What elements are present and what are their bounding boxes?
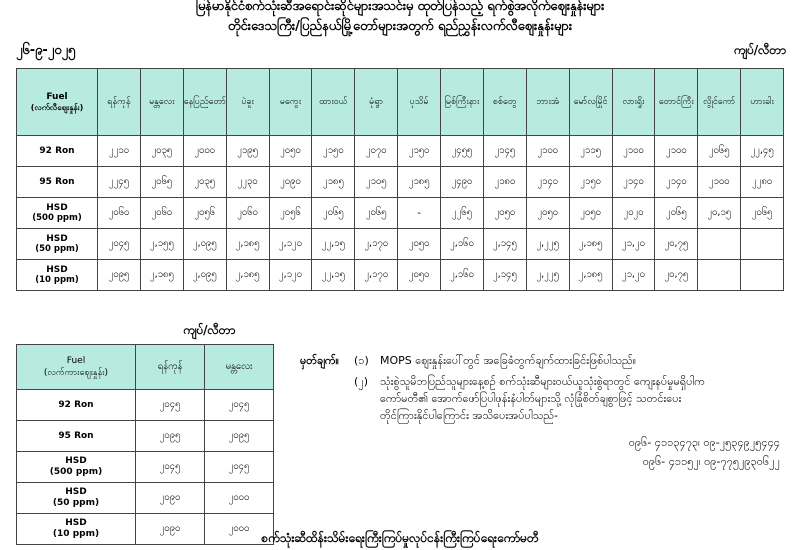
cell-4-11: ၂,၁၈၅ xyxy=(569,260,612,291)
cell-1-15: ၂၂၈၀ xyxy=(741,167,784,198)
cell-3-12: ၂၁,၂၀ xyxy=(612,229,655,260)
header-title-line1: မြန်မာနိုင်ငံစက်သုံးဆီအရောင်းဆိုင်များအသင်းမှ ထုတ်ပြန်သည့် ရက်စွဲအလိုက်စျေးနှုန်းများ xyxy=(195,0,605,14)
cell-0-11: ၂၁၁၅ xyxy=(569,136,612,167)
col-header-2: နေပြည်တော် xyxy=(183,69,226,136)
cell-3-10: ၂,၂၂၅ xyxy=(526,229,569,260)
cell-0-14: ၂၀၆၅ xyxy=(698,136,741,167)
cell-4-3: ၂,၁၈၅ xyxy=(226,260,269,291)
small-cell-3-1: ၂၀၀၀ xyxy=(205,483,274,514)
cell-1-12: ၂၁၄၀ xyxy=(612,167,655,198)
small-table-body xyxy=(17,390,274,545)
col-header-9: စစ်တွေ xyxy=(483,69,526,136)
cell-0-3: ၂၁၉၅ xyxy=(226,136,269,167)
cell-4-6: ၂,၁၇၀ xyxy=(355,260,398,291)
small-row-label-1-title: 95 Ron xyxy=(58,430,94,441)
row-label-1-title: 95 Ron xyxy=(39,176,75,187)
cell-2-7: - xyxy=(398,198,441,229)
table-row xyxy=(17,390,274,421)
col-header-1: မန္တလေး xyxy=(140,69,183,136)
cell-1-4: ၂၀၉၀ xyxy=(269,167,312,198)
table-row xyxy=(17,452,274,483)
unit-label-main: ကျပ်/လီတာ xyxy=(733,43,786,57)
cell-2-0: ၂၀၆၀ xyxy=(98,198,141,229)
note-2-line-3: တိုင်ကြားနိုင်ပါကြောင်း အသိပေးအပ်ပါသည်- xyxy=(380,409,558,423)
cell-4-7: ၂၀၅၀ xyxy=(398,260,441,291)
cell-3-15 xyxy=(741,229,784,260)
cell-0-5: ၂၁၅၀ xyxy=(312,136,355,167)
small-row-label-1 xyxy=(17,421,136,452)
row-label-3-sub: (50 ppm) xyxy=(35,244,79,255)
small-row-label-3-title: HSD xyxy=(65,487,87,498)
cell-2-2: ၂၀၅၆ xyxy=(183,198,226,229)
col-header-0: ရန်ကုန် xyxy=(98,69,141,136)
small-cell-2-1: ၂၀၄၅ xyxy=(205,452,274,483)
cell-0-10: ၂၁၀၀ xyxy=(526,136,569,167)
row-label-3 xyxy=(17,229,98,260)
row-label-2-sub: (500 ppm) xyxy=(32,213,82,224)
row-label-4-title: HSD xyxy=(46,264,68,275)
cell-1-14: ၂၁၀၀ xyxy=(698,167,741,198)
cell-2-12: ၂၀၂၀ xyxy=(612,198,655,229)
cell-3-2: ၂,၀၉၅ xyxy=(183,229,226,260)
cell-3-3: ၂,၁၈၅ xyxy=(226,229,269,260)
small-row-label-2-title: HSD xyxy=(65,456,87,467)
col-header-11: မော်လမြိုင် xyxy=(569,69,612,136)
header-title-line2: တိုင်းဒေသကြီး/ပြည်နယ်မြို့တော်များအတွက် ရည်ညွှန်းလက်လီဈေးနှုန်းများ xyxy=(227,19,573,34)
note-item-2 xyxy=(300,373,790,424)
col-header-3: ပဲခူး xyxy=(226,69,269,136)
cell-0-1: ၂၀၃၅ xyxy=(140,136,183,167)
cell-0-12: ၂၁၀၀ xyxy=(612,136,655,167)
report-date: ၂၆-၉-၂၀၂၅ xyxy=(16,43,76,58)
cell-4-12: ၂၁,၂၀ xyxy=(612,260,655,291)
small-cell-0-0: ၂၀၄၅ xyxy=(136,390,205,421)
cell-3-11: ၂,၁၈၅ xyxy=(569,229,612,260)
cell-2-4: ၂၀၅၆ xyxy=(269,198,312,229)
cell-1-1: ၂၀၆၅ xyxy=(140,167,183,198)
row-label-4-sub: (10 ppm) xyxy=(35,275,79,286)
cell-3-7: ၂၀၅၀ xyxy=(398,229,441,260)
cell-1-6: ၂၁၀၅ xyxy=(355,167,398,198)
contact-phones xyxy=(300,434,790,470)
small-row-label-0 xyxy=(17,390,136,421)
table-row xyxy=(17,260,784,291)
cell-0-0: ၂၂၁၀ xyxy=(98,136,141,167)
cell-3-8: ၂,၁၆၀ xyxy=(441,229,484,260)
cell-1-3: ၂၂၃၀ xyxy=(226,167,269,198)
cell-4-2: ၂,၀၉၅ xyxy=(183,260,226,291)
cell-2-13: ၂၀၆၅ xyxy=(655,198,698,229)
cell-4-9: ၂,၁၄၅ xyxy=(483,260,526,291)
small-fuel-header-title: Fuel xyxy=(66,355,86,366)
cell-3-0: ၂၀၄၅ xyxy=(98,229,141,260)
cell-0-7: ၂၁၅၀ xyxy=(398,136,441,167)
main-fuel-header-title: Fuel xyxy=(46,91,68,102)
phone-line-2: ၀၉၆- ၄၁၁၅၂၊ ၀၉-၇၇၅၂၉၃၀၆၂၂ xyxy=(642,455,780,469)
note-1-text xyxy=(380,352,790,369)
notes-title: မှတ်ချက်။ xyxy=(300,354,340,367)
main-table-head xyxy=(17,69,784,136)
cell-1-0: ၂၂၄၅ xyxy=(98,167,141,198)
phone-line-1: ၀၉၆- ၄၁၁၃၄၇၃၊ ၀၉-၂၅၃၄၉၂၅၄၄၄ xyxy=(628,436,780,450)
cell-3-4: ၂,၁၂၀ xyxy=(269,229,312,260)
note-2-number: (၂) xyxy=(354,375,368,389)
cell-1-2: ၂၀၃၅ xyxy=(183,167,226,198)
col-header-13: တောင်ကြီး xyxy=(655,69,698,136)
footer-committee-name: စက်သုံးဆီထိန်းသိမ်းရေးကြီးကြပ်မှုလုပ်ငန်းကြီးကြပ်ရေးကော်မတီ xyxy=(261,531,539,545)
table-row xyxy=(17,136,784,167)
cell-2-14: ၂၀,၁၅ xyxy=(698,198,741,229)
retail-price-table xyxy=(16,68,784,291)
cell-0-15: ၂၂,၄၅ xyxy=(741,136,784,167)
cell-3-5: ၂၂,၁၅ xyxy=(312,229,355,260)
cell-0-2: ၂၀၀၀ xyxy=(183,136,226,167)
note-2-text xyxy=(380,373,790,424)
small-row-label-3-sub: (50 ppm) xyxy=(52,498,100,508)
table-row xyxy=(17,229,784,260)
note-2-line-1: သုံးစွဲသူမိဘပြည်သူများနေ့စဉ် စက်သုံးဆီများဝယ်ယူသုံးစွဲရာတွင် ကျေးနပ်မှုမရှိပါက xyxy=(380,375,706,389)
small-cell-4-0: ၂၀၉၀ xyxy=(136,514,205,545)
cell-3-9: ၂,၁၄၅ xyxy=(483,229,526,260)
small-row-label-2 xyxy=(17,452,136,483)
cell-2-8: ၂၂၆၅ xyxy=(441,198,484,229)
col-header-5: ထားဝယ် xyxy=(312,69,355,136)
cell-0-8: ၂၄၅၅ xyxy=(441,136,484,167)
small-row-label-0-title: 92 Ron xyxy=(58,399,94,410)
cell-1-5: ၂၁၈၅ xyxy=(312,167,355,198)
table-row xyxy=(17,483,274,514)
cell-4-5: ၂၂,၁၅ xyxy=(312,260,355,291)
cell-2-15: ၂၀၆၅ xyxy=(741,198,784,229)
cell-0-6: ၂၀၇၀ xyxy=(355,136,398,167)
cell-3-6: ၂,၁၇၀ xyxy=(355,229,398,260)
cell-4-1: ၂,၁၈၅ xyxy=(140,260,183,291)
col-header-6: မုံရွာ xyxy=(355,69,398,136)
small-fuel-header-sub: (လက်ကားဈေးနှုန်း) xyxy=(43,368,109,378)
small-cell-2-0: ၂၀၄၅ xyxy=(136,452,205,483)
cell-1-13: ၂၁၄၀ xyxy=(655,167,698,198)
cell-4-10: ၂,၂၂၅ xyxy=(526,260,569,291)
small-cell-4-1: ၂၀၀၀ xyxy=(205,514,274,545)
cell-2-6: ၂၀၆၅ xyxy=(355,198,398,229)
col-header-8: မြစ်ကြီးနား xyxy=(441,69,484,136)
main-fuel-header-sub: (လက်လီဈေးနှုန်း) xyxy=(30,102,84,112)
cell-0-4: ၂၀၅၀ xyxy=(269,136,312,167)
small-row-label-2-sub: (500 ppm) xyxy=(49,467,103,477)
cell-3-14 xyxy=(698,229,741,260)
small-row-label-3 xyxy=(17,483,136,514)
table-row xyxy=(17,167,784,198)
small-table-header-row xyxy=(17,345,274,390)
cell-1-9: ၂၁၈၀ xyxy=(483,167,526,198)
note-item-1 xyxy=(300,352,790,369)
cell-1-8: ၂၄၉၀ xyxy=(441,167,484,198)
cell-4-0: ၂၀၉၅ xyxy=(98,260,141,291)
main-table-body xyxy=(17,136,784,291)
small-table-head xyxy=(17,345,274,390)
row-label-2-title: HSD xyxy=(46,202,68,213)
main-table-header-row xyxy=(17,69,784,136)
cell-2-3: ၂၀၆၀ xyxy=(226,198,269,229)
small-col-header-0: ရန်ကုန် xyxy=(136,345,205,390)
row-label-0 xyxy=(17,136,98,167)
row-label-0-title: 92 Ron xyxy=(39,145,75,156)
note-2-spacer xyxy=(300,373,354,424)
row-label-1 xyxy=(17,167,98,198)
small-col-header-1: မန္တလေး xyxy=(205,345,274,390)
small-cell-1-0: ၂၀၉၅ xyxy=(136,421,205,452)
main-fuel-header xyxy=(17,69,98,136)
small-cell-0-1: ၂၀၄၅ xyxy=(205,390,274,421)
small-row-label-4-title: HSD xyxy=(65,518,87,529)
unit-label-wholesale: ကျပ်/လီတာ xyxy=(183,323,236,337)
col-header-14: လွိုင်ကော် xyxy=(698,69,741,136)
table-row xyxy=(17,421,274,452)
note-2-line-2: ကော်မတီ၏ အောက်ဖော်ပြပါဖုန်းနံပါတ်များသို့ လုံခြုံစိတ်ချစွာဖြင့် သတင်းပေး xyxy=(380,392,682,406)
small-fuel-header xyxy=(17,345,136,390)
col-header-4: မကွေး xyxy=(269,69,312,136)
cell-2-9: ၂၀၅၀ xyxy=(483,198,526,229)
cell-0-13: ၂၁၀၀ xyxy=(655,136,698,167)
col-header-7: ပုသိမ် xyxy=(398,69,441,136)
row-label-3-title: HSD xyxy=(46,233,68,244)
cell-3-1: ၂,၁၅၅ xyxy=(140,229,183,260)
small-cell-3-0: ၂၀၉၀ xyxy=(136,483,205,514)
notes-block xyxy=(300,352,790,472)
cell-1-10: ၂၁၄၀ xyxy=(526,167,569,198)
small-cell-1-1: ၂၀၉၅ xyxy=(205,421,274,452)
cell-1-7: ၂၁၈၅ xyxy=(398,167,441,198)
col-header-10: ဘားအံ xyxy=(526,69,569,136)
cell-4-13: ၂၀,၇၅ xyxy=(655,260,698,291)
cell-2-1: ၂၀၆၀ xyxy=(140,198,183,229)
col-header-12: လားရှိုး xyxy=(612,69,655,136)
row-label-4 xyxy=(17,260,98,291)
cell-4-14 xyxy=(698,260,741,291)
wholesale-price-table xyxy=(16,344,274,545)
note-1-line-1: MOPS ဈေးနှုန်းပေါ်တွင် အခြေခံတွက်ချက်ထားခြင်းဖြစ်ပါသည်။ xyxy=(380,354,637,367)
table-row xyxy=(17,198,784,229)
col-header-15: ဟားခါး xyxy=(741,69,784,136)
cell-1-11: ၂၁၅၀ xyxy=(569,167,612,198)
cell-4-15 xyxy=(741,260,784,291)
cell-2-5: ၂၀၆၅ xyxy=(312,198,355,229)
cell-2-11: ၂၀၅၀ xyxy=(569,198,612,229)
row-label-2 xyxy=(17,198,98,229)
cell-0-9: ၂၁၄၅ xyxy=(483,136,526,167)
cell-3-13: ၂၀,၇၅ xyxy=(655,229,698,260)
small-row-label-4-sub: (10 ppm) xyxy=(52,529,100,539)
cell-2-10: ၂၀၅၀ xyxy=(526,198,569,229)
cell-4-8: ၂,၁၆၀ xyxy=(441,260,484,291)
cell-4-4: ၂,၁၂၀ xyxy=(269,260,312,291)
note-1-number: (၁) xyxy=(354,354,369,367)
